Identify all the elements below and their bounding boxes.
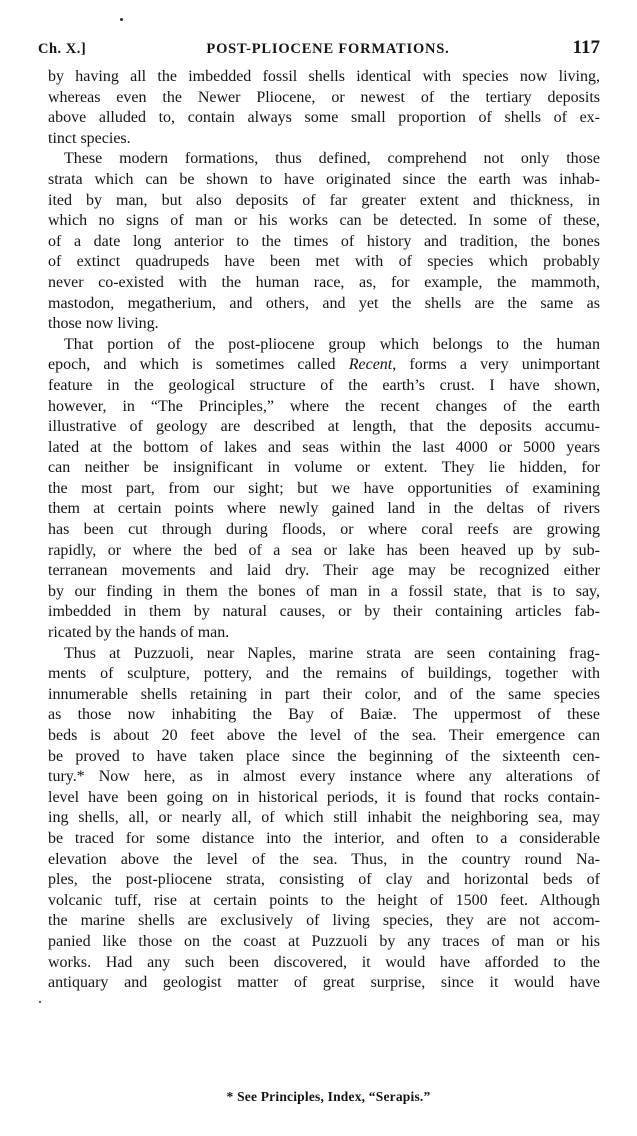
text-line: volcanic tuff, rise at certain points to the height of 1500 feet. Although [48,891,600,909]
text-line: of a date long anterior to the times of history and tradition, the bones [48,232,600,250]
text-line: epoch, and which is sometimes called Recent, forms a very unimportant [48,356,600,374]
text-line: These modern formations, thus defined, comprehend not only those [64,150,600,168]
text-line: the most part, from our sight; but we have opportunities of examining [48,479,600,497]
running-header [38,37,600,63]
paragraph [48,335,600,644]
text-line: ited by man, but also deposits of far greater extent and thickness, in [48,191,600,209]
text-line: elevation above the level of the sea. Thus, in the country round Na- [48,850,600,868]
running-title: POST-PLIOCENE FORMATIONS. [206,41,450,57]
text-line: That portion of the post-pliocene group which belongs to the human [64,335,600,353]
text-line: by having all the imbedded fossil shells identical with species now living, [48,68,600,85]
text-line: ing shells, all, or nearly all, of which still inhabit the neighboring sea, may [48,809,600,827]
text-line: works. Had any such been discovered, it would have afforded to the [48,953,600,971]
text-line: mastodon, megatherium, and others, and yet the shells are the same as [48,294,600,312]
text-line: feature in the geological structure of the earth’s crust. I have shown, [48,376,600,394]
text-line: panied like those on the coast at Puzzuoli by any traces of man or his [48,932,600,950]
text-line: them at certain points where newly gained land in the deltas of rivers [48,500,600,518]
text-line: Thus at Puzzuoli, near Naples, marine strata are seen containing frag- [64,644,600,662]
text-line: whereas even the Newer Pliocene, or newest of the tertiary deposits [48,88,600,106]
text-line: by our finding in them the bones of man in a fossil state, that is to say, [48,582,600,600]
text-line: tury.* Now here, as in almost every instance where any alterations of [48,768,600,786]
text-line: antiquary and geologist matter of great surprise, since it would have [48,974,600,992]
text-line: those now living. [48,315,159,333]
text-line: can neither be insignificant in volume or extent. They lie hidden, for [48,459,600,477]
text-line: illustrative of geology are described at length, that the deposits accumu- [48,418,600,436]
text-line: lated at the bottom of lakes and seas within the last 4000 or 5000 years [48,438,600,456]
page-number: 117 [572,37,600,58]
text-line: level have been going on in historical periods, it is found that rocks contain- [48,788,600,806]
text-line: innumerable shells retaining in part their color, and of the same species [48,685,600,703]
text-line: tinct species. [48,129,131,147]
text-line: the marine shells are exclusively of living species, they are not accom- [48,912,600,930]
text-line: be proved to have taken place since the beginning of the sixteenth cen- [48,747,600,765]
text-line: terranean movements and laid dry. Their age may be recognized either [48,562,600,580]
print-speck [120,18,123,21]
text-line: ricated by the hands of man. [48,624,230,642]
chapter-reference: Ch. X.] [38,41,87,57]
text-line: ples, the post-pliocene strata, consisting of clay and horizontal beds of [48,871,600,889]
text-line: strata which can be shown to have originated since the earth was inhab- [48,170,600,188]
body-text [48,67,600,994]
text-line: has been cut through during floods, or where coral reefs are growing [48,521,600,539]
text-line: however, in “The Principles,” where the recent changes of the earth [48,397,600,415]
text-line: imbedded in them by natural causes, or by their containing articles fab- [48,603,600,621]
footnote [0,1089,637,1105]
text-line: be traced for some distance into the interior, and often to a considerable [48,829,600,847]
text-line: rapidly, or where the bed of a sea or lake has been heaved up by sub- [48,541,600,559]
text-line: ments of sculpture, pottery, and the remains of buildings, together with [48,665,600,683]
footnote-text: * See Principles, Index, “Serapis.” [226,1089,431,1104]
text-line: which no signs of man or his works can be detected. In some of these, [48,212,600,230]
text-line: above alluded to, contain always some small proportion of shells of ex- [48,109,600,127]
text-line: beds is about 20 feet above the level of the sea. Their emergence can [48,727,600,744]
paragraph [48,644,600,994]
text-line: as those now inhabiting the Bay of Baiæ. The uppermost of these [48,706,600,724]
print-speck [39,1001,41,1003]
paragraph [48,67,600,149]
paragraph [48,149,600,334]
text-line: of extinct quadrupeds have been met with of species which probably [48,253,600,271]
text-line: never co-existed with the human race, as, for example, the mammoth, [48,273,600,291]
